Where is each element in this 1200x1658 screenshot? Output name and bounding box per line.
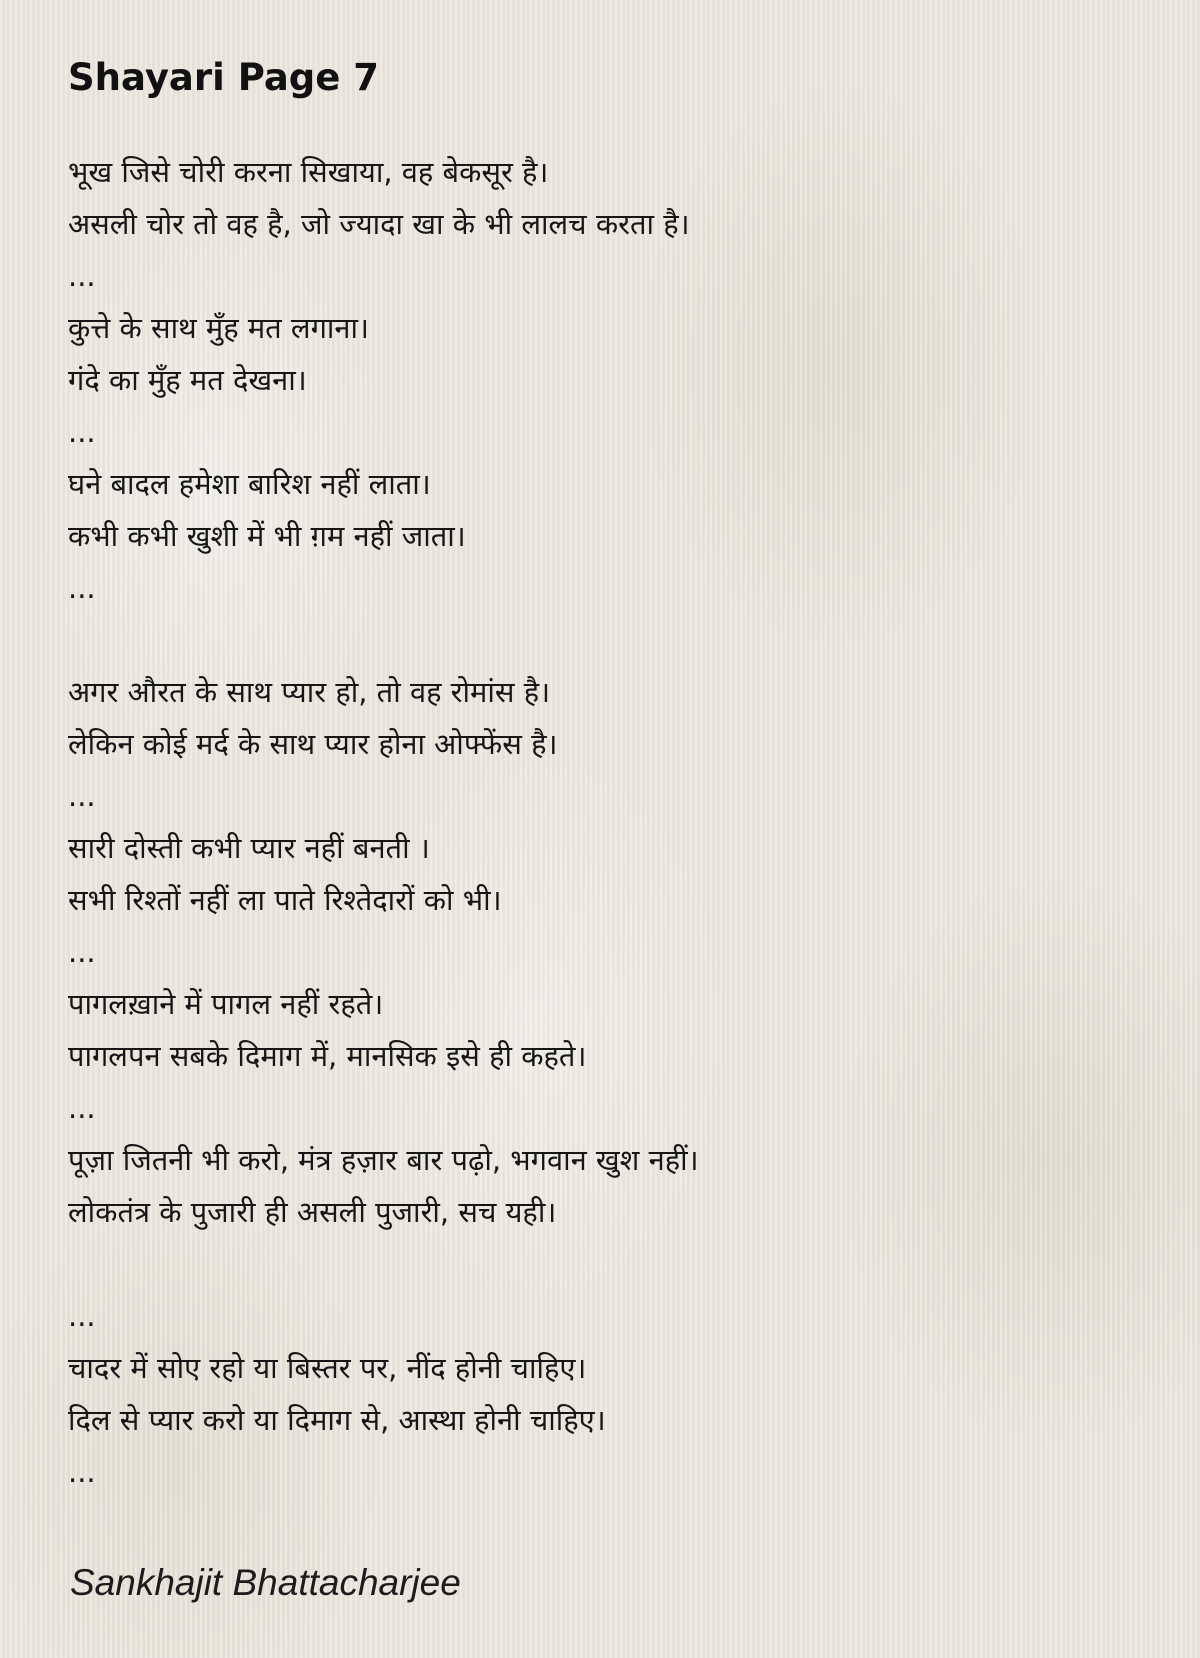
poem-line: ...	[68, 1455, 96, 1489]
page-title: Shayari Page 7	[68, 56, 380, 99]
poem-line: पागलख़ाने में पागल नहीं रहते।	[68, 987, 384, 1021]
poem-line: ...	[68, 259, 96, 293]
poem-line: कभी कभी खुशी में भी ग़म नहीं जाता।	[68, 519, 466, 553]
poem-line: ...	[68, 571, 96, 605]
poem-line: लेकिन कोई मर्द के साथ प्यार होना ओफ्फेंस है।	[68, 727, 558, 761]
poem-line: लोकतंत्र के पुजारी ही असली पुजारी, सच यही।	[68, 1195, 557, 1229]
poem-body	[68, 146, 1168, 1498]
poem-line: असली चोर तो वह है, जो ज्यादा खा के भी लालच करता है।	[68, 207, 690, 241]
poem-line: ...	[68, 415, 96, 449]
poem-line	[68, 1238, 1168, 1290]
poem-line: सारी दोस्ती कभी प्यार नहीं बनती ।	[68, 831, 430, 865]
poem-line: अगर औरत के साथ प्यार हो, तो वह रोमांस है।	[68, 675, 551, 709]
poem-line: चादर में सोए रहो या बिस्तर पर, नींद होनी चाहिए।	[68, 1351, 587, 1385]
author-name: Sankhajit Bhattacharjee	[70, 1562, 461, 1603]
poem-line: गंदे का मुँह मत देखना।	[68, 363, 307, 397]
poem-line: ...	[68, 779, 96, 813]
poem-line: दिल से प्यार करो या दिमाग से, आस्था होनी चाहिए।	[68, 1403, 606, 1437]
poem-line: पागलपन सबके दिमाग में, मानसिक इसे ही कहते।	[68, 1039, 587, 1073]
poem-line: ...	[68, 1299, 96, 1333]
poem-line: ...	[68, 935, 96, 969]
poem-line: पूज़ा जितनी भी करो, मंत्र हज़ार बार पढ़ो, भगवान खुश नहीं।	[68, 1143, 699, 1177]
poem-line: सभी रिश्तों नहीं ला पाते रिश्तेदारों को भी।	[68, 883, 502, 917]
poem-line: घने बादल हमेशा बारिश नहीं लाता।	[68, 467, 431, 501]
poem-line: ...	[68, 1091, 96, 1125]
poem-line	[68, 614, 1168, 666]
poem-line: भूख जिसे चोरी करना सिखाया, वह बेकसूर है।	[68, 155, 549, 189]
poem-line: कुत्ते के साथ मुँह मत लगाना।	[68, 311, 370, 345]
